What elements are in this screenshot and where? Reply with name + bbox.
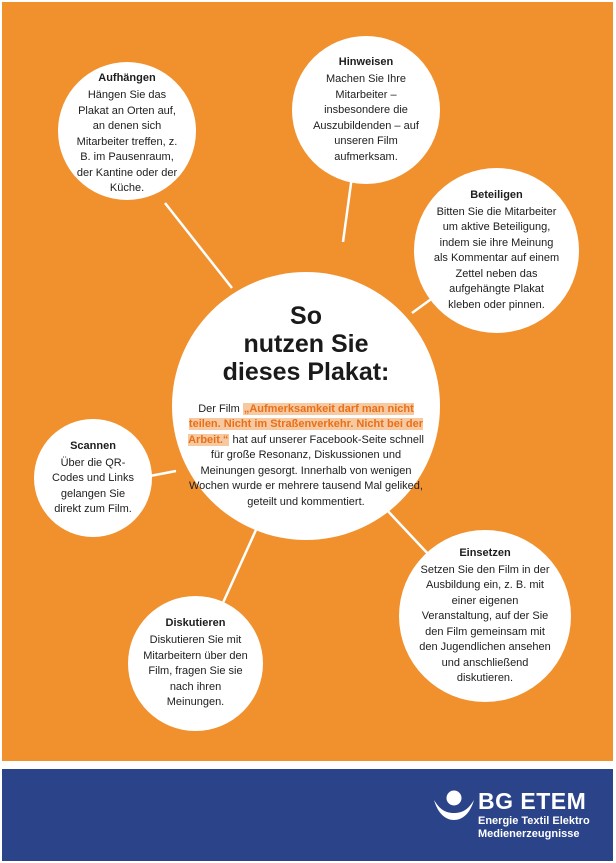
tip-scannen-title: Scannen — [70, 439, 116, 452]
center-circle — [172, 272, 440, 540]
bg-etem-logo-mark-icon — [432, 790, 476, 826]
tip-einsetzen-title: Einsetzen — [459, 546, 511, 559]
tip-diskutieren-text: Diskutieren Sie mit Mitarbeitern über den Film, fragen Sie sie nach ihren Meinungen. — [143, 634, 248, 709]
tip-scannen — [34, 419, 152, 537]
tip-hinweisen — [292, 36, 440, 184]
tip-einsetzen — [399, 530, 571, 702]
logo-tagline: Energie Textil Elektro Medienerzeugnisse — [478, 815, 590, 840]
connector-hinweisen — [343, 176, 352, 242]
center-text-before: Der Film — [198, 402, 240, 415]
film-title-highlight: „Aufmerksamkeit darf man nicht teilen. Nicht im Straßenverkehr. Nicht bei der Arbeit.“ — [188, 402, 424, 446]
tip-beteiligen — [414, 168, 579, 333]
connector-scannen — [150, 471, 176, 476]
tip-diskutieren — [128, 596, 263, 731]
tip-aufhaengen — [58, 62, 196, 200]
connector-diskutieren — [222, 521, 260, 605]
logo-name: BG ETEM — [478, 788, 587, 814]
tip-beteiligen-title: Beteiligen — [470, 188, 523, 201]
connector-aufhaengen — [165, 203, 232, 288]
tip-diskutieren-title: Diskutieren — [165, 617, 226, 630]
center-text-after: hat auf unserer Facebook-Seite schnell für große Resonanz, Diskussionen und Meinungen gesorgt. Innerhalb von wenigen Wochen wurde er mehrere tausend Mal geliked, geteilt und kommentiert. — [189, 433, 424, 508]
center-text — [188, 402, 424, 511]
connector-einsetzen — [385, 508, 430, 556]
bg-etem-logo — [432, 788, 608, 848]
tip-beteiligen-text: Bitten Sie die Mitarbeiter um aktive Beteiligung, indem sie ihre Meinung als Kommentar auf einem Zettel neben das aufgehängte Plakat kleben oder pinnen. — [433, 205, 560, 311]
tip-scannen-text: Über die QR-Codes und Links gelangen Sie direkt zum Film. — [52, 456, 134, 515]
tip-einsetzen-text: Setzen Sie den Film in der Ausbildung ein, z. B. mit einer eigenen Veranstaltung, auf der Sie den Film gemeinsam mit den Jugendlichen ansehen und anschließend diskutieren. — [419, 563, 551, 684]
tip-hinweisen-title: Hinweisen — [338, 56, 394, 68]
tip-aufhaengen-title: Aufhängen — [98, 72, 156, 85]
tip-aufhaengen-text: Hängen Sie das Plakat an Orten auf, an denen sich Mitarbeiter treffen, z. B. im Pausenraum, der Kantine oder der Küche. — [76, 89, 178, 195]
tip-hinweisen-text: Machen Sie Ihre Mitarbeiter – insbesondere die Auszubildenden – auf unseren Film aufmerksam. — [313, 73, 419, 163]
poster-title: So nutzen Sie dieses Plakat: — [222, 301, 390, 386]
